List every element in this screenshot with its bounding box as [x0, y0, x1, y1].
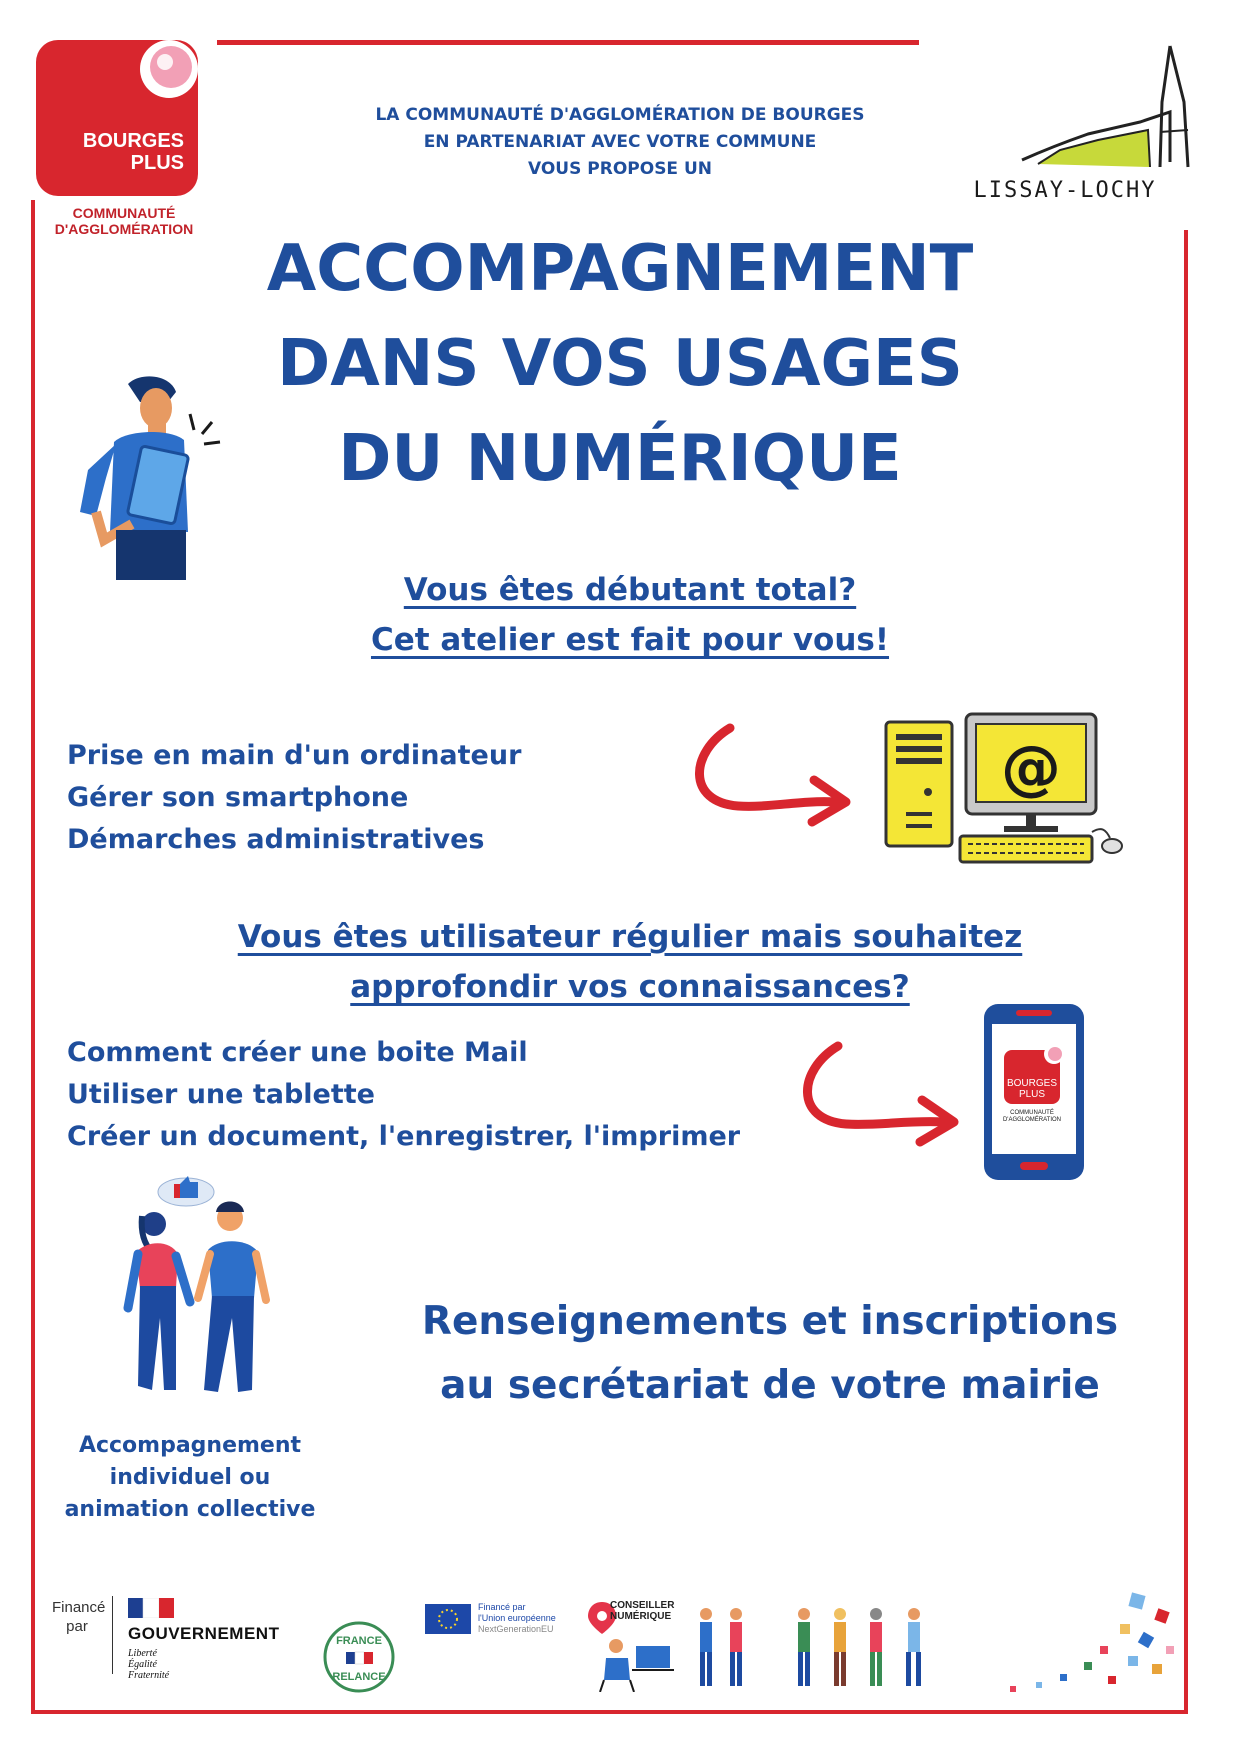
- title-line3: DU NUMÉRIQUE: [338, 422, 902, 496]
- eu-line3: NextGenerationEU: [478, 1624, 554, 1634]
- contact-line2: au secrétariat de votre mairie: [440, 1363, 1100, 1408]
- main-title: [200, 222, 1040, 507]
- financed-line1: Financé: [52, 1599, 106, 1616]
- regular-topics-list: [67, 1032, 787, 1158]
- logo-name: [36, 130, 184, 174]
- contact-line1: Renseignements et inscriptions: [421, 1299, 1119, 1344]
- curved-arrow-icon: [798, 1040, 968, 1150]
- svg-text:@: @: [1001, 733, 1061, 803]
- france-relance-seal: [322, 1620, 396, 1694]
- regular-question: [170, 912, 1090, 1012]
- list-item: Utiliser une tablette: [67, 1079, 375, 1110]
- logo-sub-line2: D'AGGLOMÉRATION: [54, 221, 194, 237]
- confetti-decoration: [980, 1590, 1176, 1700]
- smartphone-icon: [980, 1000, 1090, 1184]
- marianne-flag-icon: [128, 1598, 174, 1618]
- contact-info: [380, 1290, 1160, 1418]
- motto-line: Liberté: [128, 1648, 157, 1659]
- list-item: Comment créer une boite Mail: [67, 1037, 528, 1068]
- list-item: Démarches administratives: [67, 824, 485, 855]
- eu-line1: Financé par: [478, 1602, 526, 1612]
- accompaniment-caption: [50, 1430, 330, 1526]
- curved-arrow-icon: [690, 722, 860, 832]
- intro-line3: VOUS PROPOSE UN: [528, 159, 712, 179]
- logo-name-line2: PLUS: [130, 152, 184, 174]
- regular-question-line2: approfondir vos connaissances?: [350, 969, 910, 1005]
- france-relance-line2: RELANCE: [332, 1671, 386, 1683]
- logo-sub-line1: COMMUNAUTÉ: [72, 205, 176, 221]
- logo-subtitle: [36, 205, 212, 237]
- eu-funding-label: [478, 1602, 556, 1635]
- motto-line: Égalité: [128, 1659, 157, 1670]
- phone-logo-sub1: COMMUNAUTÉ: [1010, 1110, 1054, 1116]
- frame-bottom-line: [31, 1710, 1188, 1714]
- footer-divider: [112, 1596, 113, 1674]
- title-line2: DANS VOS USAGES: [277, 327, 963, 401]
- phone-logo-line2: PLUS: [1018, 1089, 1046, 1100]
- financed-line2: par: [66, 1618, 88, 1635]
- title-line1: ACCOMPAGNEMENT: [266, 232, 974, 306]
- frame-top-line: [217, 40, 919, 45]
- church-drawing-icon: [1020, 42, 1200, 182]
- commune-label: LISSAY-LOCHY: [973, 178, 1157, 203]
- eu-flag-icon: [425, 1604, 471, 1634]
- phone-logo-sub2: D'AGGLOMÉRATION: [1002, 1117, 1062, 1123]
- people-conversation-illustration: [118, 1168, 288, 1428]
- logo-name-line1: BOURGES: [82, 130, 184, 152]
- financed-by-label: [52, 1598, 106, 1636]
- government-motto: [128, 1648, 169, 1681]
- list-item: Gérer son smartphone: [67, 782, 409, 813]
- regular-question-line1: Vous êtes utilisateur régulier mais souhaitez: [237, 919, 1023, 955]
- beginner-question-line2: Cet atelier est fait pour vous!: [370, 622, 890, 658]
- government-label: GOUVERNEMENT: [128, 1624, 280, 1643]
- walking-people-illustration: [692, 1600, 972, 1692]
- accompaniment-line3: animation collective: [64, 1497, 316, 1522]
- accompaniment-line1: Accompagnement: [78, 1433, 302, 1458]
- person-tablet-illustration: [70, 372, 230, 582]
- conseiller-line1: CONSEILLER: [610, 1600, 675, 1611]
- beginner-question: [300, 565, 960, 665]
- motto-line: Fraternité: [128, 1670, 170, 1681]
- beginner-topics-list: [67, 735, 627, 861]
- conseiller-numerique-label: [610, 1600, 674, 1622]
- phone-logo-line1: BOURGES: [1006, 1078, 1058, 1089]
- list-item: Créer un document, l'enregistrer, l'imprimer: [67, 1121, 741, 1152]
- beginner-question-line1: Vous êtes débutant total?: [403, 572, 857, 608]
- intro-text: [330, 102, 910, 183]
- computer-at-icon: [876, 712, 1126, 870]
- frame-right-line: [1184, 230, 1188, 1713]
- logo-bubble-icon: [138, 38, 200, 100]
- conseiller-line2: NUMÉRIQUE: [610, 1611, 672, 1622]
- accompaniment-line2: individuel ou: [109, 1465, 271, 1490]
- france-relance-line1: FRANCE: [336, 1635, 382, 1647]
- list-item: Prise en main d'un ordinateur: [67, 740, 522, 771]
- frame-left-line: [31, 200, 35, 1713]
- intro-line2: EN PARTENARIAT AVEC VOTRE COMMUNE: [423, 132, 817, 152]
- intro-line1: LA COMMUNAUTÉ D'AGGLOMÉRATION DE BOURGES: [375, 105, 865, 125]
- eu-line2: l'Union européenne: [478, 1613, 556, 1623]
